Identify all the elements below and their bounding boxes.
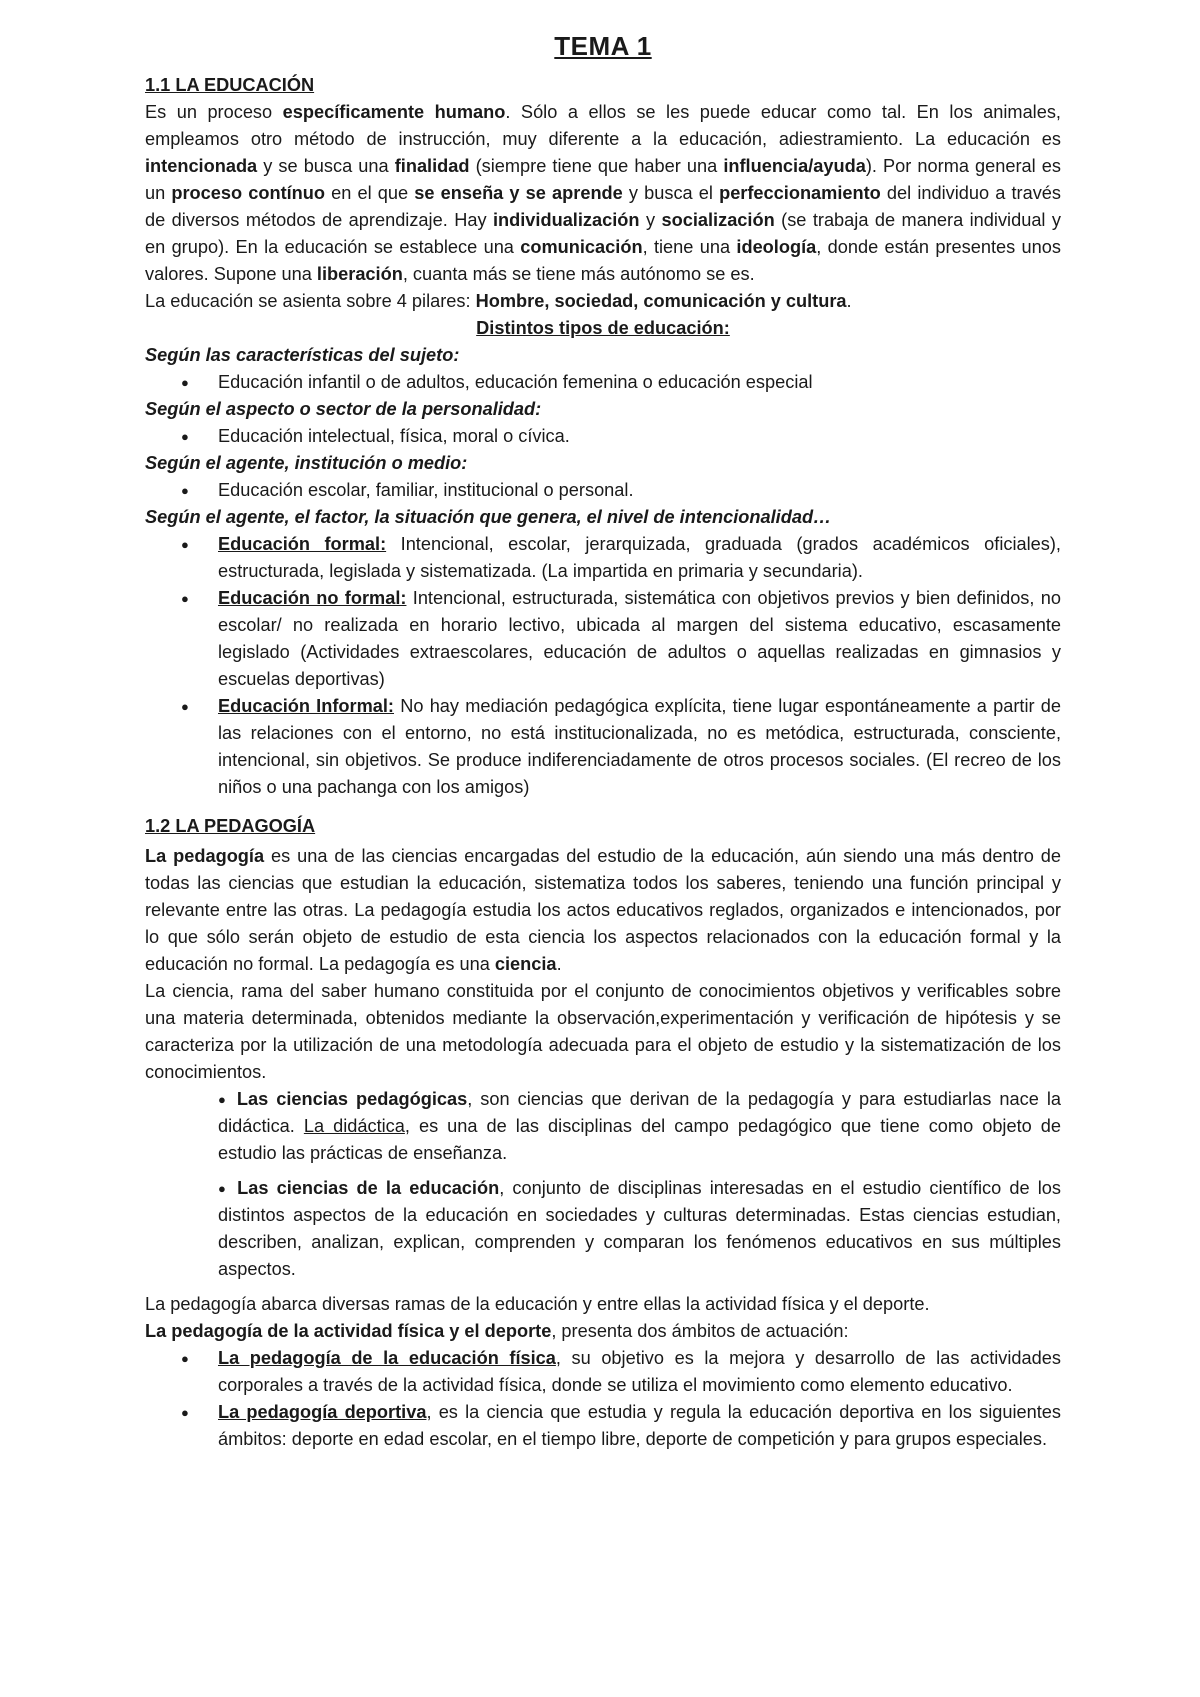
emphasis-text: ideología <box>736 237 817 257</box>
emphasis-text: se enseña y se aprende <box>414 183 623 203</box>
group-label: Según el agente, institución o medio: <box>145 453 468 473</box>
text-run: en el que <box>325 183 415 203</box>
text-run: , cuanta más se tiene más autónomo se es. <box>402 264 755 284</box>
group-label: Según el agente, el factor, la situación que genera, el nivel de intencionalidad… <box>145 507 832 527</box>
section-heading-pedagogia: 1.2 LA PEDAGOGÍA <box>145 816 316 836</box>
emphasis-text: La pedagogía <box>145 846 265 866</box>
educacion-paragraph <box>145 99 1061 288</box>
text-run: es una de las ciencias encargadas del estudio de la educación, aún siendo una más dentro de todas las ciencias que estudian la educación, sistematiza todos los saberes, teniendo una función principal y relevante entre las otras. La pedagogía estudia los actos educativos reglados, organizados e intencionados, por lo que sólo serán objeto de estudio de esta ciencia los aspectos relacionados con la educación formal y la educación no formal. La pedagogía es una <box>145 846 1061 974</box>
text-run: (siempre tiene que haber una <box>469 156 724 176</box>
text-run: , su objetivo es la mejora y desarrollo de las actividades corporales a través de la actividad física, donde se utiliza el movimiento como elemento educativo. <box>218 1348 1061 1395</box>
ramas-paragraph <box>145 1291 1061 1318</box>
ciencia-paragraph <box>145 978 1061 1086</box>
text-run: No hay mediación pedagógica explícita, tiene lugar espontáneamente a partir de las relaciones con el entorno, no está institucionalizada, no es metódica, estructurada, consciente, intencional, sin objetivos. Se produce indiferenciadamente de otros procesos sociales. (El recreo de los niños o una pachanga con los amigos) <box>218 696 1061 797</box>
text-run: , donde están presentes unos valores. Supone una <box>145 237 1061 284</box>
emphasis-text: individualización <box>492 210 640 230</box>
types-group <box>145 342 1061 396</box>
emphasis-text: La pedagogía deportiva <box>218 1402 427 1422</box>
emphasis-text: ciencia <box>494 954 557 974</box>
text-run: , es la ciencia que estudia y regula la educación deportiva en los siguientes ámbitos: deporte en edad escolar, en el tiempo libre, deporte de competición y para grupos especiales. <box>218 1402 1061 1449</box>
bullet-list <box>145 423 1061 450</box>
emphasis-text: La pedagogía de la educación física <box>218 1348 556 1368</box>
text-run: (se trabaja de manera individual y en grupo). En la educación se establece una <box>145 210 1061 257</box>
text-run: , es una de las disciplinas del campo pedagógico que tiene como objeto de estudio las prácticas de enseñanza. <box>218 1116 1061 1163</box>
list-item <box>145 693 1061 801</box>
text-run: Educación escolar, familiar, institucional o personal. <box>218 480 634 500</box>
list-item <box>145 531 1061 585</box>
emphasis-text: intencionada <box>145 156 258 176</box>
bullet-icon: ● <box>218 1092 229 1107</box>
emphasis-text: Las ciencias pedagógicas <box>236 1089 468 1109</box>
emphasis-text: socialización <box>661 210 775 230</box>
list-item <box>145 369 1061 396</box>
emphasis-text: influencia/ayuda <box>723 156 866 176</box>
indented-bullet-item <box>145 1175 1061 1283</box>
bullet-list <box>145 531 1061 801</box>
bullet-list <box>145 1345 1061 1453</box>
emphasis-text: Las ciencias de la educación <box>237 1178 500 1198</box>
text-run: Intencional, estructurada, sistemática con objetivos previos y bien definidos, no escolar/ no realizada en horario lectivo, ubicada al margen del sistema educativo, escasamente legislado (Actividades extraescolares, educación de adultos o aquellas realizadas en gimnasios y escuelas deportivas) <box>218 588 1061 689</box>
emphasis-text: Educación no formal: <box>218 588 407 608</box>
types-group <box>145 396 1061 450</box>
text-run: , presenta dos ámbitos de actuación: <box>551 1321 849 1341</box>
text-run: La pedagogía abarca diversas ramas de la educación y entre ellas la actividad física y el deporte. <box>145 1294 930 1314</box>
page-title: TEMA 1 <box>554 31 652 61</box>
text-run: y <box>639 210 662 230</box>
text-run: ). Por norma general es un <box>145 156 1061 203</box>
ambitos-paragraph <box>145 1318 1061 1345</box>
list-item <box>145 423 1061 450</box>
emphasis-text: finalidad <box>394 156 470 176</box>
emphasis-text: Hombre, sociedad, comunicación y cultura <box>475 291 847 311</box>
text-run: del individuo a través de diversos métodos de aprendizaje. Hay <box>145 183 1062 230</box>
text-run: Educación infantil o de adultos, educación femenina o educación especial <box>218 372 813 392</box>
text-run: Es un proceso <box>145 102 283 122</box>
emphasis-text: proceso contínuo <box>171 183 326 203</box>
types-heading: Distintos tipos de educación: <box>476 318 730 338</box>
list-item <box>145 477 1061 504</box>
text-run: , son ciencias que derivan de la pedagogía y para estudiarlas nace la didáctica. <box>218 1089 1061 1136</box>
pilares-paragraph <box>145 288 1061 315</box>
document-page <box>145 26 1061 1453</box>
emphasis-text: Educación Informal: <box>218 696 394 716</box>
section-heading-educacion: 1.1 LA EDUCACIÓN <box>145 75 315 95</box>
emphasis-text: perfeccionamiento <box>719 183 881 203</box>
indented-bullet-text <box>218 1089 1061 1163</box>
bullet-list <box>145 369 1061 396</box>
indented-bullet-item <box>145 1086 1061 1167</box>
bullet-icon: ● <box>218 1181 229 1196</box>
text-run: . <box>846 291 852 311</box>
list-item <box>145 585 1061 693</box>
emphasis-text: liberación <box>316 264 403 284</box>
emphasis-text: específicamente humano <box>282 102 506 122</box>
emphasis-text: La pedagogía de la actividad física y el deporte <box>145 1321 552 1341</box>
emphasis-text: La didáctica <box>303 1116 405 1136</box>
text-run: Educación intelectual, física, moral o cívica. <box>218 426 570 446</box>
group-label: Según las características del sujeto: <box>145 345 460 365</box>
text-run: La ciencia, rama del saber humano constituida por el conjunto de conocimientos objetivos y verificables sobre una materia determinada, obtenidos mediante la observación,experimentación y verificación de hipótesis y se caracteriza por la utilización de una metodología adecuada para el objeto de estudio y la sistematización de los conocimientos. <box>145 981 1061 1082</box>
emphasis-text: comunicación <box>520 237 643 257</box>
types-group <box>145 450 1061 504</box>
text-run: La educación se asienta sobre 4 pilares: <box>145 291 476 311</box>
text-run: . Sólo a ellos se les puede educar como tal. En los animales, empleamos otro método de instrucción, muy diferente a la educación, adiestramiento. La educación es <box>145 102 1061 149</box>
text-run: , tiene una <box>642 237 737 257</box>
emphasis-text: Educación formal: <box>218 534 387 554</box>
bullet-list <box>145 477 1061 504</box>
text-run: y busca el <box>622 183 720 203</box>
text-run: Intencional, escolar, jerarquizada, graduada (grados académicos oficiales), estructurada, legislada y sistematizada. (La impartida en primaria y secundaria). <box>218 534 1061 581</box>
types-group <box>145 504 1061 801</box>
pedagogia-paragraph <box>145 843 1061 978</box>
group-label: Según el aspecto o sector de la personalidad: <box>145 399 542 419</box>
list-item <box>145 1345 1061 1399</box>
list-item <box>145 1399 1061 1453</box>
text-run: y se busca una <box>257 156 395 176</box>
indented-bullet-text <box>218 1178 1061 1279</box>
text-run: , conjunto de disciplinas interesadas en el estudio científico de los distintos aspectos de la educación en sociedades y culturas determinadas. Estas ciencias estudian, describen, analizan, explican, comprenden y comparan los fenómenos educativos en sus múltiples aspectos. <box>218 1178 1061 1279</box>
text-run: . <box>556 954 562 974</box>
